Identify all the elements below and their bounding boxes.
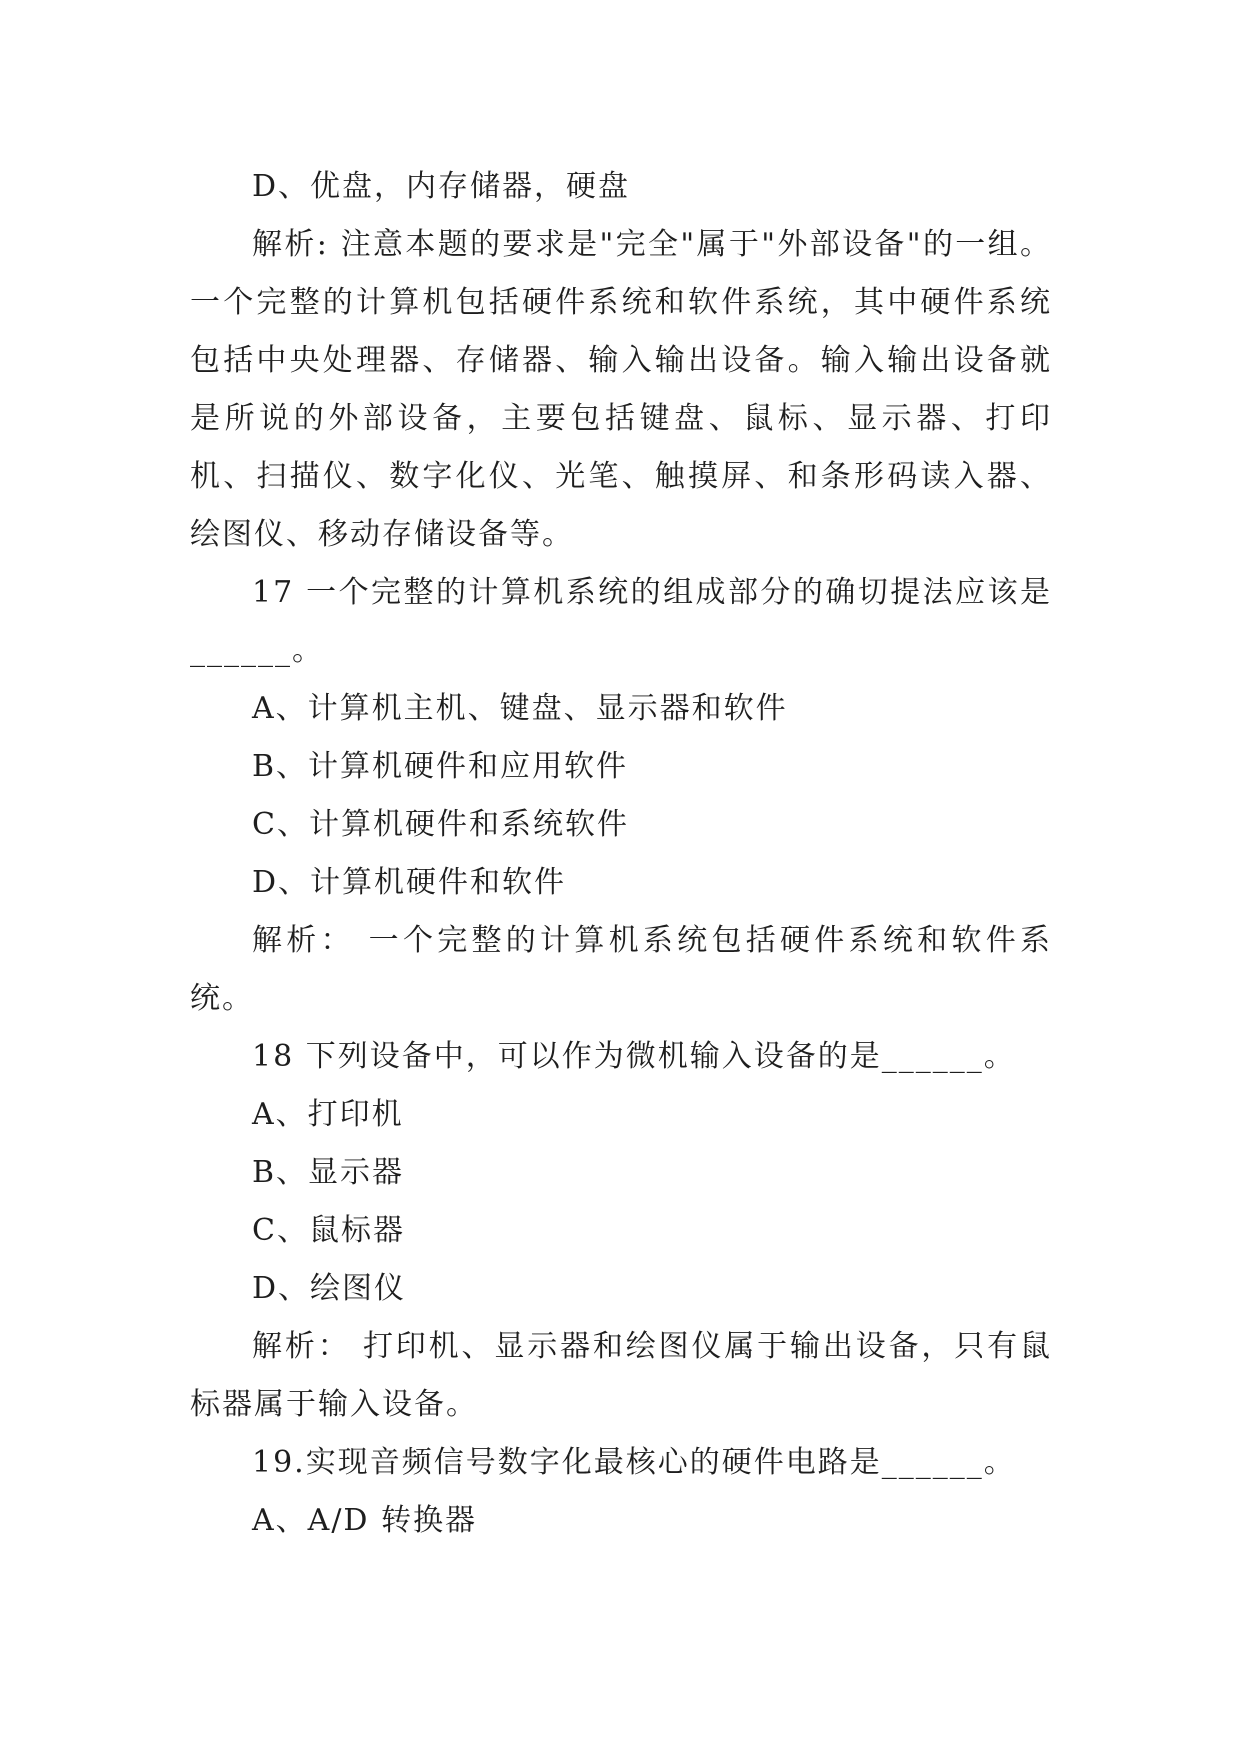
- document-body: [190, 158, 1052, 1550]
- q18-option-c: C、鼠标器: [252, 1213, 405, 1248]
- q18-option-b: B、显示器: [252, 1155, 405, 1190]
- q18-option-a: A、打印机: [252, 1097, 404, 1132]
- q19-option-a: A、A/D 转换器: [252, 1503, 478, 1538]
- q17-option-c: C、计算机硬件和系统软件: [252, 807, 629, 842]
- q18-option-d: D、绘图仪: [252, 1271, 407, 1306]
- q17-option-b: B、计算机硬件和应用软件: [252, 749, 629, 784]
- q16-analysis: 解析: 注意本题的要求是"完全"属于"外部设备"的一组。一个完整的计算机包括硬件系统和软件系统，其中硬件系统包括中央处理器、存储器、输入输出设备。输入输出设备就是所说的外部设备，主要包括键盘、鼠标、显示器、打印机、扫描仪、数字化仪、光笔、触摸屏、和条形码读入器、绘图仪、移动存储设备等。: [190, 227, 1052, 552]
- q17-option-d: D、计算机硬件和软件: [252, 865, 567, 900]
- q17-option-a: A、计算机主机、键盘、显示器和软件: [252, 691, 788, 726]
- q18-analysis: 解析： 打印机、显示器和绘图仪属于输出设备，只有鼠标器属于输入设备。: [190, 1329, 1052, 1422]
- q18-question: 18 下列设备中，可以作为微机输入设备的是______。: [252, 1039, 1016, 1074]
- q17-question: 17 一个完整的计算机系统的组成部分的确切提法应该是______。: [190, 575, 1052, 668]
- q16-option-d: D、优盘，内存储器，硬盘: [252, 169, 631, 204]
- q17-analysis: 解析： 一个完整的计算机系统包括硬件系统和软件系统。: [190, 923, 1052, 1016]
- q19-question: 19.实现音频信号数字化最核心的硬件电路是______。: [252, 1445, 1016, 1480]
